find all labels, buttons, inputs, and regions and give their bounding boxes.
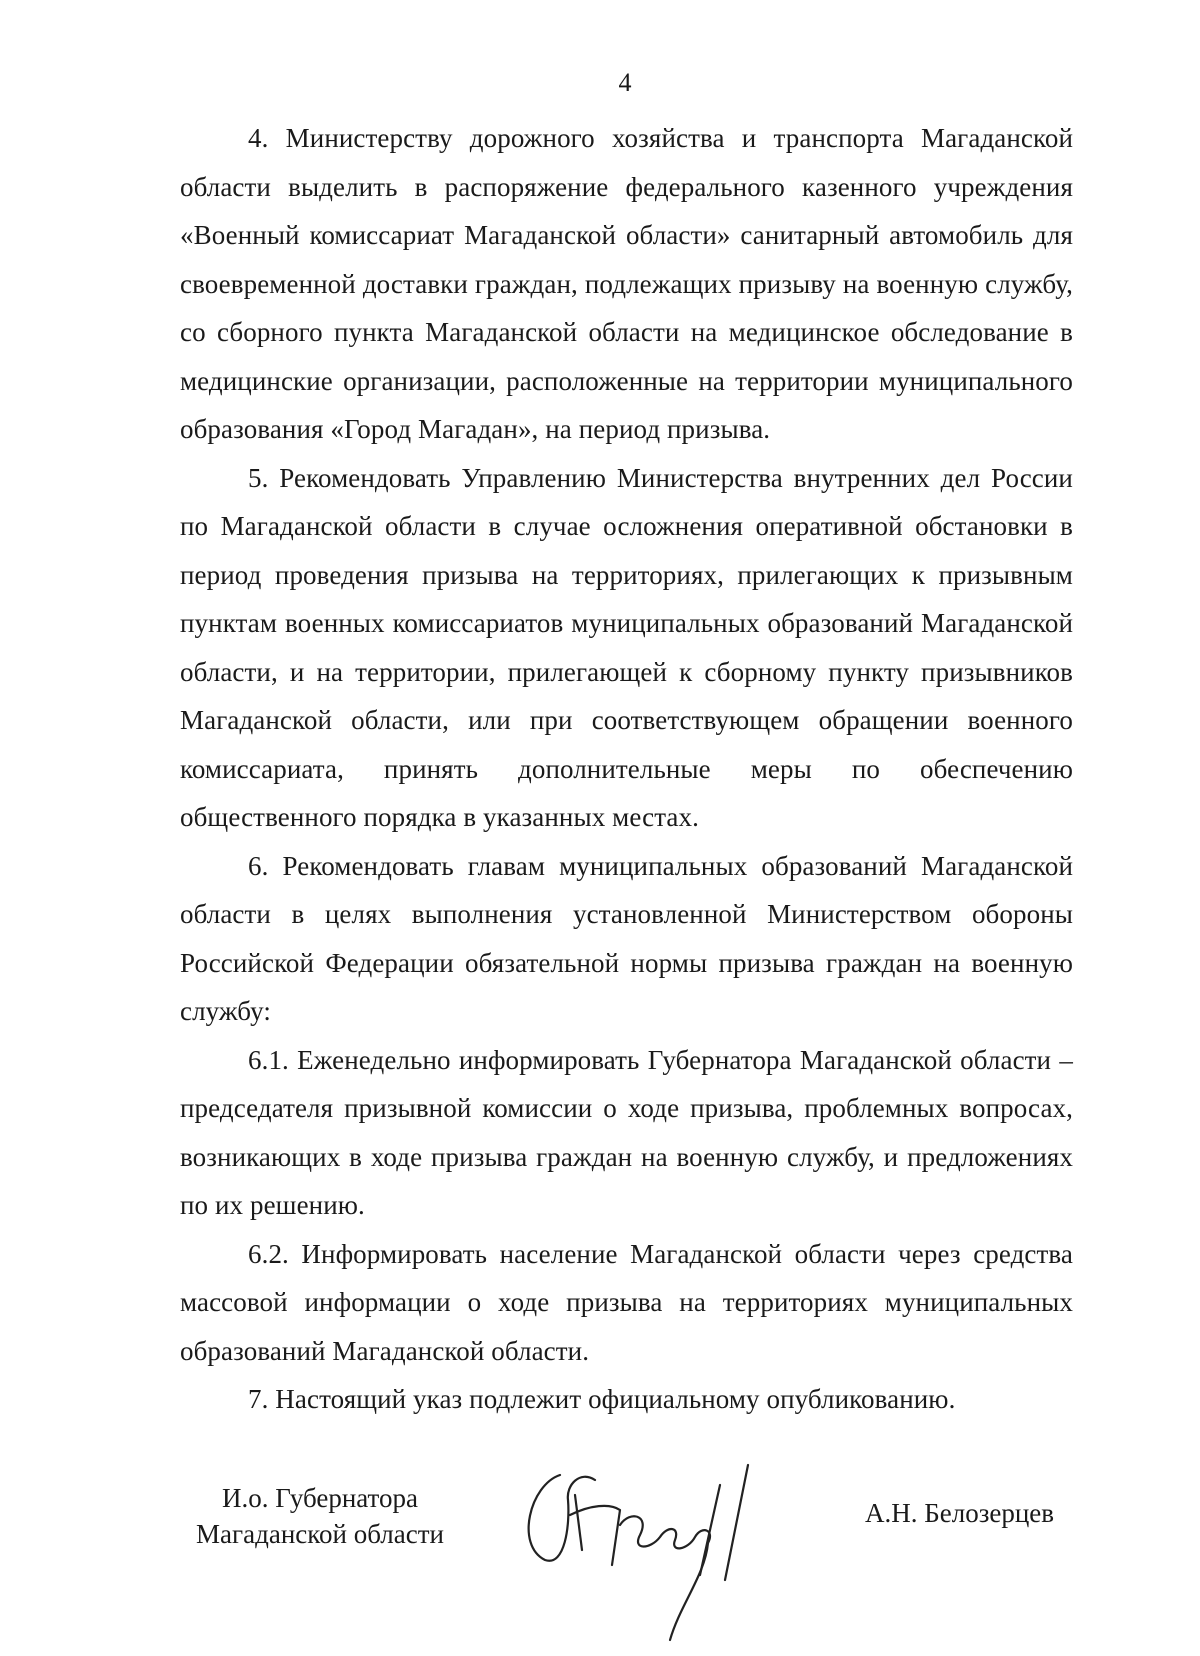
signatory-title-line2: Магаданской области bbox=[196, 1519, 444, 1549]
paragraph-6: 6. Рекомендовать главам муниципальных образований Магаданской области в целях выполнения установленной Министерством обороны Российской Федерации обязательной нормы призыва граждан на военную службу: bbox=[180, 850, 1073, 1026]
paragraph-7: 7. Настоящий указ подлежит официальному опубликованию. bbox=[248, 1384, 956, 1414]
paragraph-6-1: 6.1. Еженедельно информировать Губернатора Магаданской области – председателя призывной комиссии о ходе призыва, проблемных вопросах, возникающих в ходе призыва граждан на военную службу, и предложениях по их решению. bbox=[180, 1044, 1073, 1220]
signatory-name: А.Н. Белозерцев bbox=[865, 1498, 1055, 1528]
handwritten-signature bbox=[520, 1455, 780, 1645]
page-number: 4 bbox=[618, 68, 632, 97]
paragraph-4: 4. Министерству дорожного хозяйства и транспорта Магаданской области выделить в распоряжение федерального казенного учреждения «Военный комиссариат Магаданской области» санитарный автомобиль для своевременной доставки граждан, подлежащих призыву на военную службу, со сборного пункта Магаданской области на медицинское обследование в медицинские организации, расположенные на территории муниципального образования «Город Магадан», на период призыва. bbox=[180, 123, 1073, 444]
signatory-title-line1: И.о. Губернатора bbox=[221, 1483, 418, 1513]
paragraph-6-2: 6.2. Информировать население Магаданской области через средства массовой информации о ходе призыва на территориях муниципальных образований Магаданской области. bbox=[180, 1238, 1073, 1366]
document-body bbox=[180, 114, 1073, 1424]
paragraph-5: 5. Рекомендовать Управлению Министерства внутренних дел России по Магаданской области в случае осложнения оперативной обстановки в период проведения призыва на территориях, прилегающих к призывным пунктам военных комиссариатов муниципальных образований Магаданской области, и на территории, прилегающей к сборному пункту призывников Магаданской области, или при соответствующем обращении военного комиссариата, принять дополнительные меры по обеспечению общественного порядка в указанных местах. bbox=[180, 462, 1073, 832]
signatory-title bbox=[170, 1480, 470, 1552]
signature-block bbox=[0, 1480, 1200, 1650]
